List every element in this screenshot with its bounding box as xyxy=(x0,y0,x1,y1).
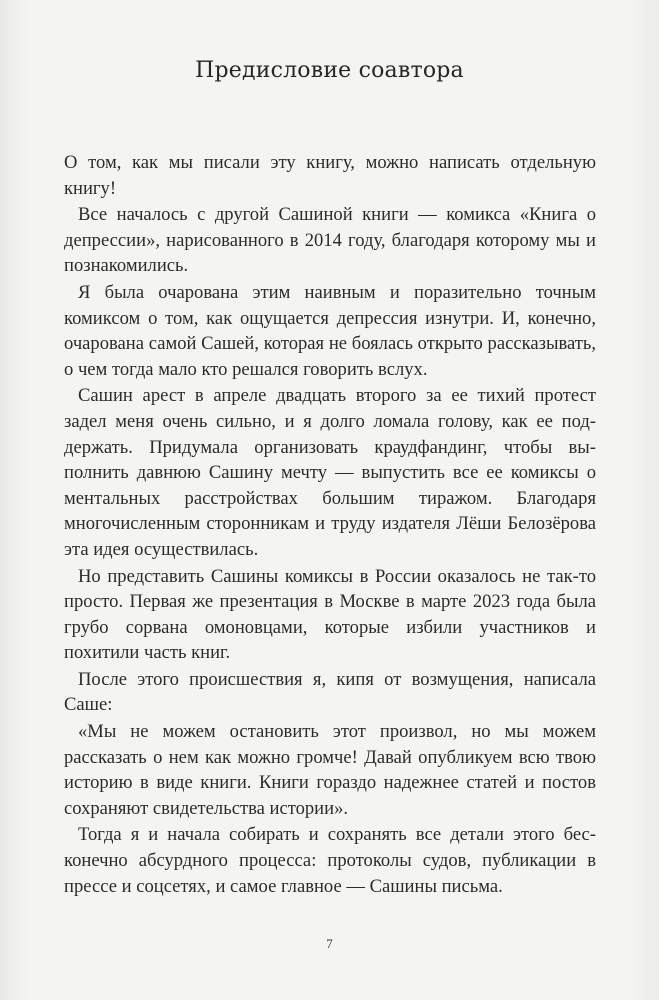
paragraph-4: Сашин арест в апреле двадцать второго за ее тихий протест задел меня очень сильно, и я долго ломала голову, как ее поддержать. Придумала организовать краудфандинг, чтобы выполнить давнюю Сашину мечту — выпустить все ее комиксы о ментальных расстройствах большим тиражом. Благодаря многочисленным сторонникам и труду издателя Лёши Белозёрова эта идея осуществилась. xyxy=(64,385,596,560)
body-text xyxy=(64,150,596,900)
paragraph-6: После этого происшествия я, кипя от возмущения, написала Саше: xyxy=(64,668,596,716)
paragraph-7-quote: «Мы не можем остановить этот произвол, но мы можем рассказать о нем как можно громче! Давай опубликуем всю твою историю в виде книги. Книги гораздо надежнее статей и постов сохраняют свидетельства истории». xyxy=(64,721,596,819)
paragraph-8: Тогда я и начала собирать и сохранять все детали этого бесконечно абсурдного процесса: протоколы судов, публикации в прессе и соцсетях, и самое главное — Сашины письма. xyxy=(64,824,596,897)
page-title: Предисловие соавтора xyxy=(195,58,464,83)
page-number: 7 xyxy=(326,936,333,951)
paragraph-1: О том, как мы писали эту книгу, можно написать отдельную книгу! xyxy=(64,152,596,199)
paragraph-2: Все началось с другой Сашиной книги — комикса «Книга о депрессии», нарисованного в 2014 году, благодаря которому мы и познакомились. xyxy=(64,204,596,277)
paragraph-5: Но представить Сашины комиксы в России оказалось не так-то просто. Первая же презентация в Москве в марте 2023 года была грубо сорвана омоновцами, которые избили участников и похитили часть книг. xyxy=(64,565,596,664)
paragraph-3: Я была очарована этим наивным и поразительно точным комиксом о том, как ощущается депрессия изнутри. И, конечно, очарована самой Сашей, которая не боялась открыто рассказывать, о чем тогда мало кто решался говорить вслух. xyxy=(64,281,596,380)
